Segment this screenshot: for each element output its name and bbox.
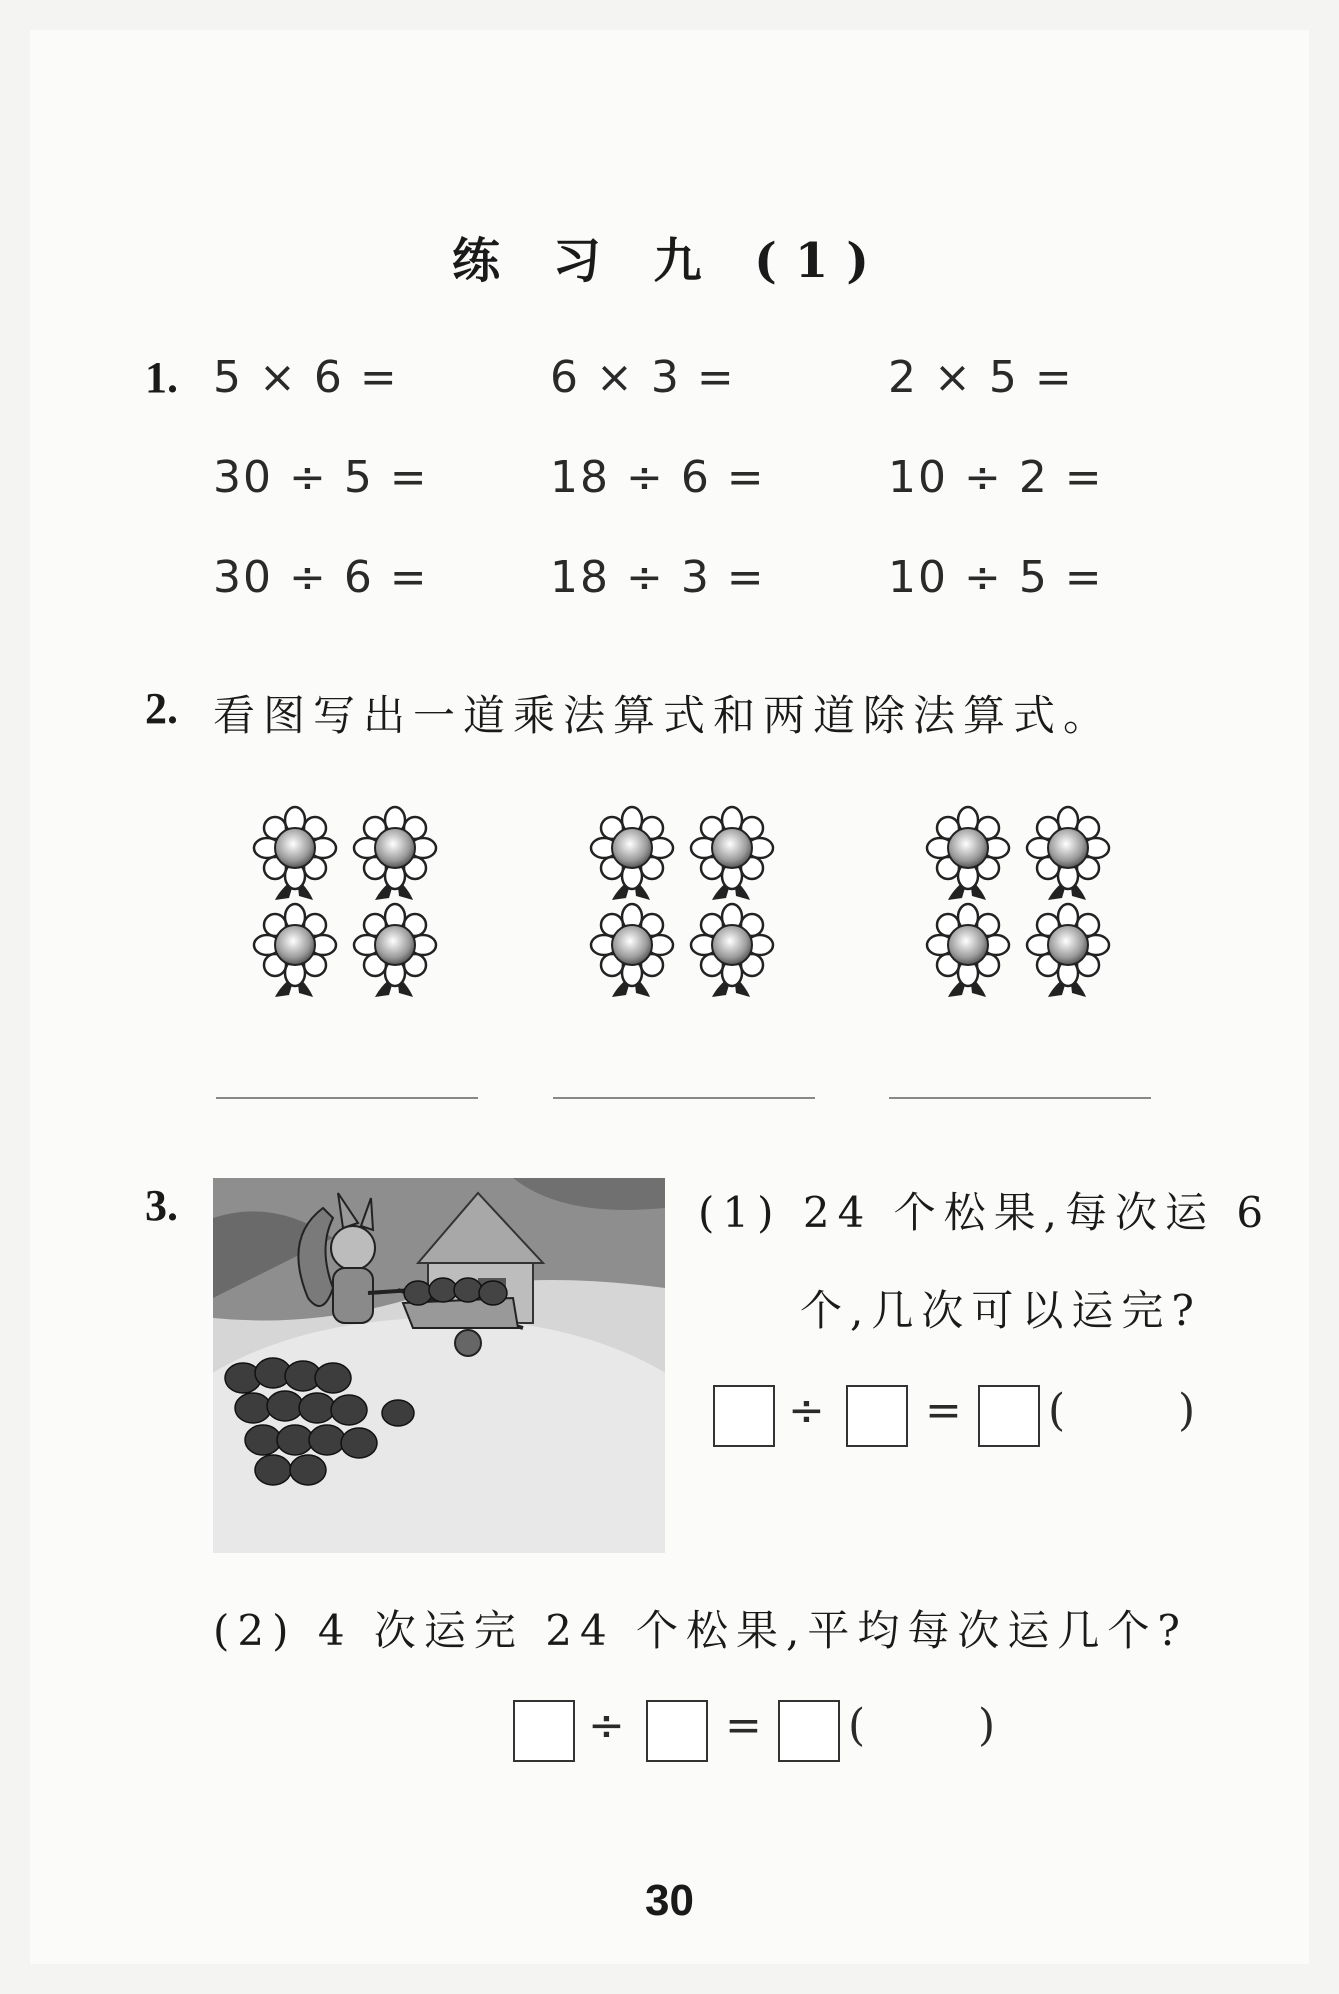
question-3-part1-line1: (1) 24 个松果,每次运 6 [698, 1188, 1272, 1237]
answer-box-divisor-1[interactable] [846, 1385, 908, 1447]
flower [354, 807, 436, 900]
answer-box-divisor-2[interactable] [646, 1700, 708, 1762]
divide-sign: ÷ [788, 1385, 825, 1436]
unit-paren-close: ) [978, 1700, 996, 1751]
flower [927, 904, 1009, 997]
question-2-number: 2. [145, 684, 178, 733]
page-title: 练 习 九 (1) [452, 233, 887, 289]
equation-r2c2: 18 ÷ 6 = [550, 452, 766, 503]
answer-line-3[interactable] [889, 1097, 1151, 1099]
answer-line-2[interactable] [553, 1097, 815, 1099]
flower [691, 904, 773, 997]
question-3-number: 3. [145, 1181, 178, 1230]
question-2-prompt: 看图写出一道乘法算式和两道除法算式。 [213, 691, 1114, 740]
equation-r3c3: 10 ÷ 5 = [888, 552, 1104, 603]
unit-paren-open: ( [1048, 1385, 1066, 1436]
unit-paren-open: ( [848, 1700, 866, 1751]
divide-sign: ÷ [588, 1700, 625, 1751]
equals-sign: = [925, 1385, 962, 1436]
page-number: 30 [645, 1876, 694, 1925]
answer-box-quotient-1[interactable] [978, 1385, 1040, 1447]
flower-group-1 [245, 800, 445, 1000]
flower [1027, 807, 1109, 900]
flower [254, 807, 336, 900]
question-3-part1-line2: 个,几次可以运完? [800, 1286, 1202, 1335]
equals-sign: = [725, 1700, 762, 1751]
flower-group-2 [582, 800, 782, 1000]
flower [691, 807, 773, 900]
flower [354, 904, 436, 997]
flower [591, 807, 673, 900]
flower [1027, 904, 1109, 997]
equation-r1c3: 2 × 5 = [888, 352, 1074, 403]
equation-r2c1: 30 ÷ 5 = [213, 452, 429, 503]
equation-r1c1: 5 × 6 = [213, 352, 399, 403]
question-1-number: 1. [145, 353, 178, 402]
answer-line-1[interactable] [216, 1097, 478, 1099]
answer-box-dividend-1[interactable] [713, 1385, 775, 1447]
flower [927, 807, 1009, 900]
question-3-part2: (2) 4 次运完 24 个松果,平均每次运几个? [213, 1606, 1188, 1655]
answer-box-quotient-2[interactable] [778, 1700, 840, 1762]
flower [254, 904, 336, 997]
equation-r3c2: 18 ÷ 3 = [550, 552, 766, 603]
equation-r1c2: 6 × 3 = [550, 352, 736, 403]
flower-group-3 [918, 800, 1118, 1000]
unit-paren-close: ) [1178, 1385, 1196, 1436]
equation-r2c3: 10 ÷ 2 = [888, 452, 1104, 503]
squirrel-pinecone-illustration [213, 1178, 665, 1553]
flower [591, 904, 673, 997]
equation-r3c1: 30 ÷ 6 = [213, 552, 429, 603]
answer-box-dividend-2[interactable] [513, 1700, 575, 1762]
